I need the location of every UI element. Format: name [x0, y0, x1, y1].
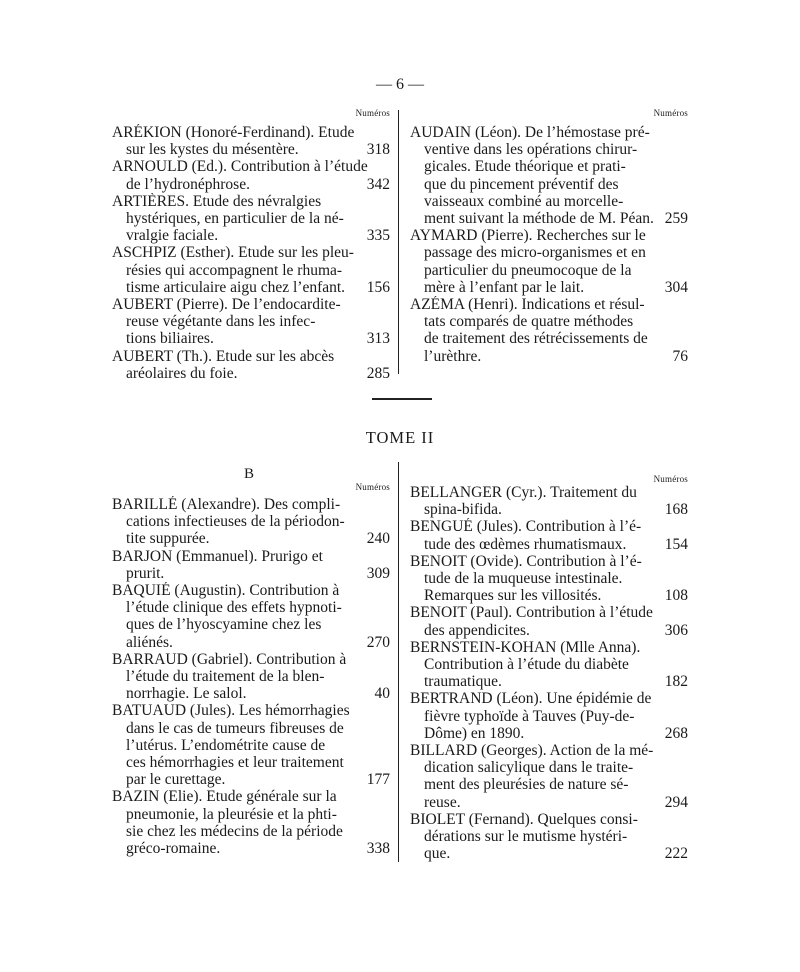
- entry-title-line: reuse végétante dans les infec-: [126, 313, 316, 331]
- entry-title-line: tisme articulaire aigu chez l’enfant.: [126, 278, 346, 296]
- entry-number: 306: [664, 621, 688, 639]
- entry-author-line: AUBERT (Th.). Etude sur les abcès: [112, 347, 335, 365]
- entry-author-line: BARJON (Emmanuel). Prurigo et: [112, 547, 323, 565]
- entry-number: 342: [366, 175, 390, 193]
- entry-title-line: des appendicites.: [424, 621, 530, 639]
- entry-title-line: vralgie faciale.: [126, 227, 219, 245]
- entry-number: 154: [664, 535, 688, 553]
- entry-title-line: gicales. Etude théorique et prati-: [424, 158, 626, 176]
- entry-number: 76: [672, 347, 688, 365]
- entry-number: 168: [664, 501, 688, 519]
- entry-title-line: ment des pleurésies de nature sé-: [424, 776, 629, 794]
- index-entry: [112, 296, 390, 348]
- entry-title-line: Dôme) en 1890.: [424, 724, 525, 742]
- entry-title-line: tats comparés de quatre méthodes: [424, 313, 634, 331]
- entry-title-line: ment suivant la méthode de M. Péan.: [424, 210, 654, 228]
- index-entry: [112, 244, 390, 296]
- entry-title-line: pneumonie, la pleurésie et la phti-: [126, 805, 337, 823]
- entry-number: 270: [366, 633, 390, 651]
- entry-title-line: vaisseaux combiné au morcelle-: [424, 192, 624, 210]
- entry-author-line: BELLANGER (Cyr.). Traitement du: [410, 484, 637, 501]
- entry-title-line: de l’hydronéphrose.: [126, 175, 250, 193]
- index-entry: [112, 788, 390, 857]
- entry-title-line: ventive dans les opérations chirur-: [424, 141, 638, 159]
- bottom-right-column: [410, 466, 688, 863]
- entry-title-line: fièvre typhoïde à Tauves (Puy-de-: [424, 707, 635, 725]
- entry-title-line: l’étude du traitement de la blen-: [126, 668, 325, 685]
- entry-number: 40: [374, 685, 390, 703]
- entry-title-line: norrhagie. Le salol.: [126, 685, 247, 703]
- index-entry: [112, 651, 390, 703]
- column-header: Numéros: [355, 482, 390, 492]
- entry-title-line: l’étude clinique des effets hypnoti-: [126, 599, 342, 617]
- entry-title-line: tite suppurée.: [126, 530, 210, 548]
- entry-author-line: BARRAUD (Gabriel). Contribution à: [112, 650, 347, 668]
- index-entry: [112, 702, 390, 788]
- entry-author-line: ARÉKION (Honoré-Ferdinand). Etude: [112, 124, 355, 141]
- column-header: Numéros: [355, 108, 390, 118]
- entry-title-line: dication salicylique dans le traite-: [424, 759, 634, 777]
- entry-number: 318: [366, 141, 390, 159]
- entry-title-line: dérations sur le mutisme hystéri-: [424, 828, 628, 845]
- index-entry: [112, 348, 390, 382]
- entry-title-line: cations infectieuses de la périodon-: [126, 513, 345, 531]
- entry-number: 304: [664, 278, 688, 296]
- entry-number: 285: [366, 364, 390, 382]
- section-separator: [372, 398, 432, 400]
- index-entry: [112, 193, 390, 245]
- entry-number: 313: [366, 330, 390, 348]
- entry-title-line: traumatique.: [424, 673, 502, 691]
- index-entry: [410, 484, 688, 518]
- entry-title-line: tions biliaires.: [126, 330, 214, 348]
- entry-title-line: prurit.: [126, 564, 165, 582]
- entry-title-line: Remarques sur les villosités.: [424, 587, 602, 605]
- index-entry: [112, 548, 390, 582]
- entry-title-line: tude de la muqueuse intestinale.: [424, 570, 623, 587]
- entry-author-line: ARNOULD (Ed.). Contribution à l’étude: [112, 158, 368, 176]
- index-entry: [410, 604, 688, 638]
- index-entry: [410, 518, 688, 552]
- entry-author-line: AUBERT (Pierre). De l’endocardite-: [112, 296, 341, 313]
- column-header: Numéros: [653, 108, 688, 118]
- entry-number: 268: [664, 724, 688, 742]
- entry-author-line: BIOLET (Fernand). Quelques consi-: [410, 810, 638, 828]
- column-header: Numéros: [653, 474, 688, 484]
- entry-title-line: sur les kystes du mésentère.: [126, 141, 299, 159]
- entry-title-line: ques de l’hyoscyamine chez les: [126, 616, 322, 634]
- tome-title: TOME II: [365, 428, 435, 447]
- index-entry: [410, 742, 688, 811]
- entry-title-line: dans le cas de tumeurs fibreuses de: [126, 719, 344, 737]
- entry-author-line: BAZIN (Elie). Etude générale sur la: [112, 788, 337, 806]
- entry-number: 177: [366, 771, 390, 789]
- entry-number: 222: [664, 845, 688, 863]
- index-entry: [112, 158, 390, 192]
- page-number: — 6 —: [376, 76, 424, 93]
- entry-title-line: mère à l’enfant par le lait.: [424, 278, 585, 296]
- entry-author-line: BARILLÉ (Alexandre). Des compli-: [112, 496, 341, 513]
- top-right-column: [410, 108, 688, 378]
- entry-author-line: AZÉMA (Henri). Indications et résul-: [410, 296, 645, 313]
- entry-title-line: particulier du pneumocoque de la: [424, 261, 632, 279]
- entry-title-line: hystériques, en particulier de la né-: [126, 210, 344, 227]
- entry-number: 108: [664, 587, 688, 605]
- entry-title-line: l’utérus. L’endométrite cause de: [126, 736, 326, 754]
- entry-title-line: spina-bifida.: [424, 501, 502, 519]
- entry-number: 309: [366, 564, 390, 582]
- entry-number: 335: [366, 227, 390, 245]
- index-entry: [112, 496, 390, 548]
- entry-author-line: BERNSTEIN-KOHAN (Mlle Anna).: [410, 638, 641, 656]
- entry-title-line: gréco-romaine.: [126, 840, 221, 857]
- index-entry: [112, 582, 390, 651]
- entry-number: 259: [664, 210, 688, 228]
- entry-number: 338: [366, 840, 390, 857]
- index-entry: [410, 296, 688, 365]
- entry-title-line: Contribution à l’étude du diabète: [424, 656, 629, 673]
- entry-title-line: l’urèthre.: [424, 347, 482, 365]
- entry-author-line: BATUAUD (Jules). Les hémorrhagies: [112, 702, 350, 720]
- entry-author-line: ARTIÈRES. Etude des névralgies: [112, 192, 322, 210]
- entry-title-line: par le curettage.: [126, 771, 226, 789]
- entry-title-line: que.: [424, 845, 451, 863]
- index-entry: [410, 124, 688, 227]
- index-entry: [112, 124, 390, 158]
- column-divider-bottom: [398, 462, 399, 862]
- index-entry: [410, 639, 688, 691]
- entry-title-line: ces hémorrhagies et leur traitement: [126, 754, 344, 771]
- index-entry: [410, 690, 688, 742]
- entry-title-line: aliénés.: [126, 633, 173, 651]
- entry-author-line: BENOIT (Ovide). Contribution à l’é-: [410, 552, 642, 570]
- entry-title-line: aréolaires du foie.: [126, 364, 238, 382]
- index-entry: [410, 811, 688, 863]
- entry-author-line: BAQUIÉ (Augustin). Contribution à: [112, 582, 340, 599]
- bottom-left-column: [112, 466, 390, 856]
- section-letter: B: [244, 466, 255, 482]
- entry-author-line: BILLARD (Georges). Action de la mé-: [410, 742, 654, 759]
- entry-number: 182: [664, 673, 688, 691]
- entry-title-line: de traitement des rétrécissements de: [424, 330, 648, 348]
- entry-title-line: tude des œdèmes rhumatismaux.: [424, 535, 627, 553]
- entry-author-line: AYMARD (Pierre). Recherches sur le: [410, 227, 646, 245]
- column-divider-top: [398, 110, 399, 374]
- entry-title-line: que du pincement préventif des: [424, 175, 619, 193]
- entry-title-line: résies qui accompagnent le rhuma-: [126, 261, 343, 279]
- index-entry: [410, 553, 688, 605]
- entry-author-line: ASCHPIZ (Esther). Etude sur les pleu-: [112, 244, 354, 262]
- top-left-column: [112, 108, 390, 382]
- entry-author-line: BENOIT (Paul). Contribution à l’étude: [410, 604, 653, 622]
- entry-title-line: sie chez les médecins de la période: [126, 822, 343, 840]
- entry-author-line: BENGUÉ (Jules). Contribution à l’é-: [410, 518, 642, 536]
- entry-author-line: BERTRAND (Léon). Une épidémie de: [410, 690, 652, 708]
- entry-number: 156: [366, 278, 390, 296]
- entry-author-line: AUDAIN (Léon). De l’hémostase pré-: [410, 124, 650, 141]
- entry-number: 294: [664, 793, 688, 811]
- entry-number: 240: [366, 530, 390, 548]
- entry-title-line: reuse.: [424, 793, 461, 811]
- index-entry: [410, 227, 688, 296]
- entry-title-line: passage des micro-organismes et en: [424, 244, 646, 262]
